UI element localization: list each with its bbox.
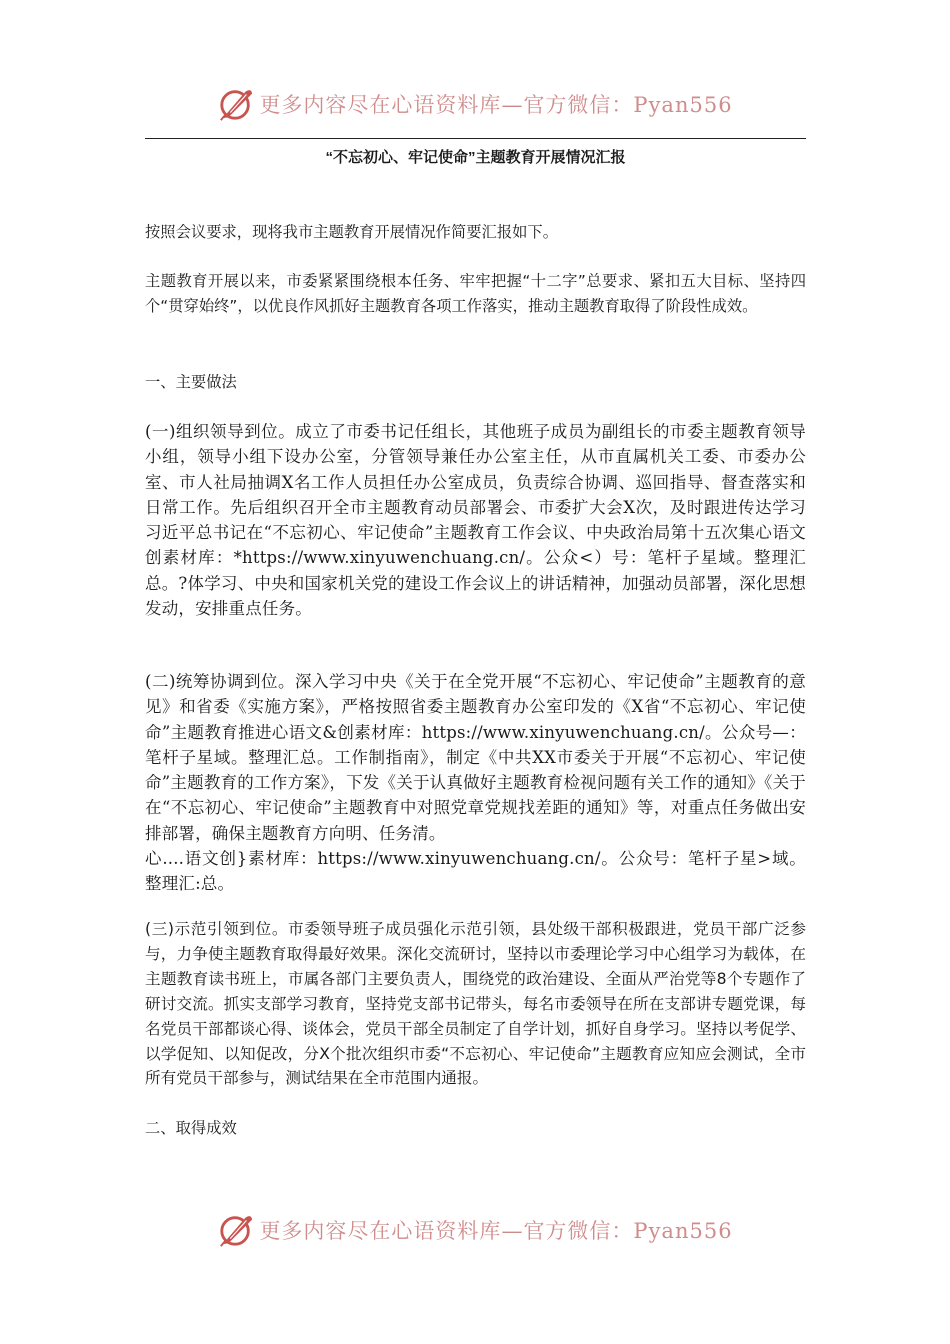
feather-pen-logo-icon <box>217 1212 255 1248</box>
header-banner <box>0 84 950 124</box>
feather-pen-logo-icon <box>217 86 255 122</box>
section-b-paragraph: (二)统筹协调到位。深入学习中央《关于在全党开展“不忘初心、牢记使命”主题教育的意见》和省委《实施方案》，严格按照省委主题教育办公室印发的《X省“不忘初心、牢记使命”主题教育推进心语文&创素材库：https://www.xinyuwenchuang.cn/。公众号—：笔杆子星域。整理汇总。工作制指南》，制定《中共XX市委关于开展“不忘初心、牢记使命”主题教育的工作方案》，下发《关于认真做好主题教育检视问题有关工作的通知》《关于在“不忘初心、牢记使命”主题教育中对照党章党规找差距的通知》等，对重点任务做出安排部署，确保主题教育方向明、任务清。 <box>145 672 806 843</box>
summary-paragraph: 主题教育开展以来，市委紧紧围绕根本任务、牢牢把握“十二字”总要求、紧扣五大目标、坚持四个“贯穿始终”，以优良作风抓好主题教育各项工作落实，推动主题教育取得了阶段性成效。 <box>145 272 806 315</box>
section-heading-one: 一、主要做法 <box>145 373 237 391</box>
banner-text: 更多内容尽在心语资料库—官方微信：Pyan556 <box>259 93 733 117</box>
section-heading-two: 二、取得成效 <box>145 1119 237 1137</box>
section-b-block <box>145 669 806 897</box>
banner-text: 更多内容尽在心语资料库—官方微信：Pyan556 <box>259 1219 733 1243</box>
document-title: “不忘初心、牢记使命”主题教育开展情况汇报 <box>325 149 626 166</box>
footer-banner <box>0 1210 950 1250</box>
header-rule <box>145 138 806 139</box>
section-b-tail: 心....语文创}素材库：https://www.xinyuwenchuang.cn/。公众号：笔杆子星>域。整理汇:总。 <box>145 849 806 894</box>
section-c-paragraph: (三)示范引领到位。市委领导班子成员强化示范引领，县处级干部积极跟进，党员干部广泛参与，力争使主题教育取得最好效果。深化交流研讨，坚持以市委理论学习中心组学习为载体，在主题教育读书班上，市属各部门主要负责人，围绕党的政治建设、全面从严治党等8个专题作了研讨交流。抓实支部学习教育，坚持党支部书记带头，每名市委领导在所在支部讲专题党课，每名党员干部都谈心得、谈体会，党员干部全员制定了自学计划，抓好自身学习。坚持以考促学、以学促知、以知促改，分X个批次组织市委“不忘初心、牢记使命”主题教育应知应会测试，全市所有党员干部参与，测试结果在全市范围内通报。 <box>145 920 806 1088</box>
intro-paragraph: 按照会议要求，现将我市主题教育开展情况作简要汇报如下。 <box>145 223 559 241</box>
section-a-paragraph: (一)组织领导到位。成立了市委书记任组长，其他班子成员为副组长的市委主题教育领导小组，领导小组下设办公室，分管领导兼任办公室主任，从市直属机关工委、市委办公室、市人社局抽调X名工作人员担任办公室成员，负责综合协调、巡回指导、督查落实和日常工作。先后组织召开全市主题教育动员部署会、市委扩大会X次，及时跟进传达学习习近平总书记在“不忘初心、牢记使命”主题教育工作会议、中央政治局第十五次集心语文创素材库：*https://www.xinyuwenchuang.cn/。公众<）号：笔杆子星域。整理汇总。?体学习、中央和国家机关党的建设工作会议上的讲话精神，加强动员部署，深化思想发动，安排重点任务。 <box>145 422 806 619</box>
